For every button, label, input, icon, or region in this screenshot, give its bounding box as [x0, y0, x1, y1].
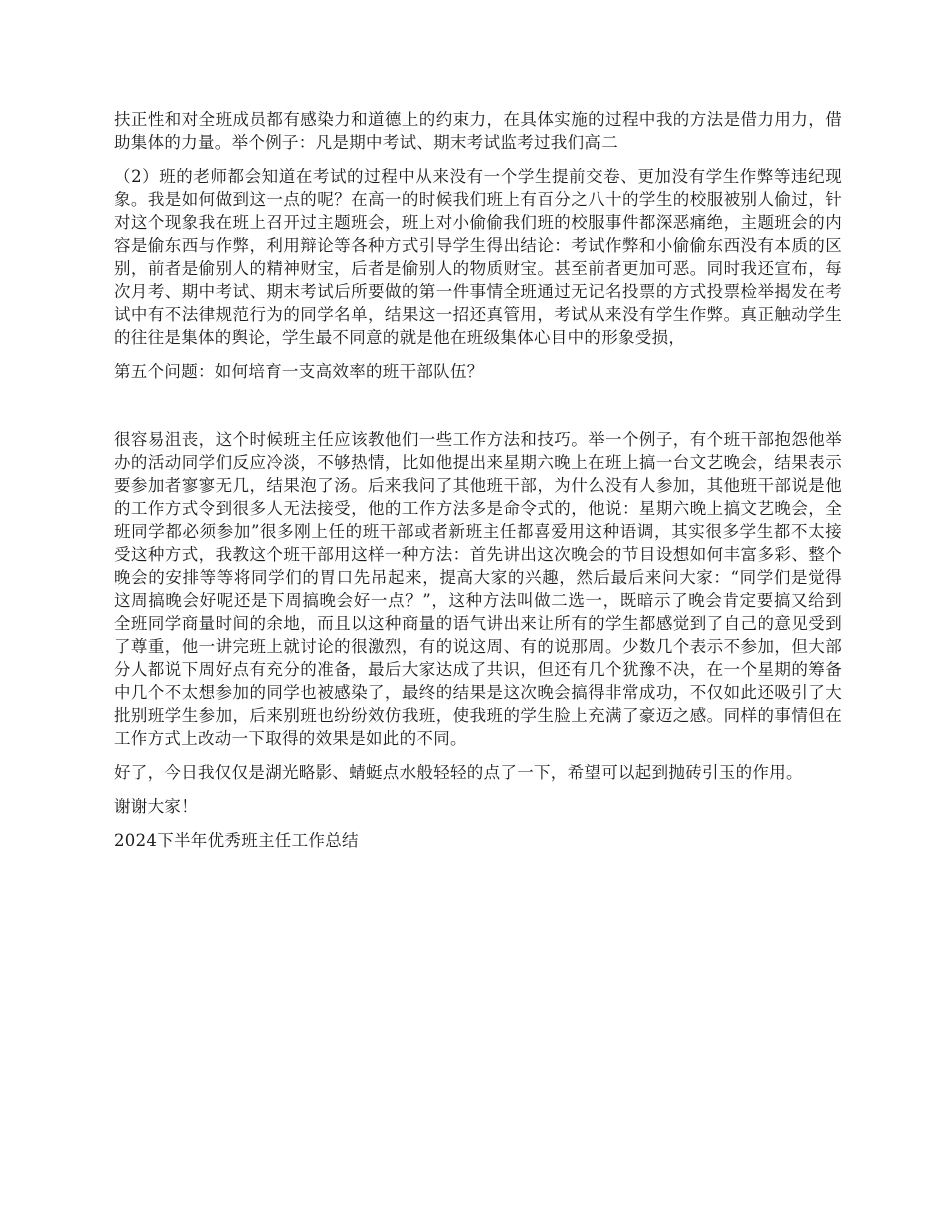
paragraph-2: （2）班的老师都会知道在考试的过程中从来没有一个学生提前交卷、更加没有学生作弊等违纪现象。我是如何做到这一点的呢？在高一的时候我们班上有百分之八十的学生的校服被别人偷过，针对这个现象我在班上召开过主题班会，班上对小偷偷我们班的校服事件都深恶痛绝，主题班会的内容是偷东西与作弊，利用辩论等各种方式引导学生得出结论：考试作弊和小偷偷东西没有本质的区别，前者是偷别人的精神财宝，后者是偷别人的物质财宝。甚至前者更加可恶。同时我还宣布，每次月考、期中考试、期末考试后所要做的第一件事情全班通过无记名投票的方式投票检举揭发在考试中有不法律规范行为的同学名单，结果这一招还真管用，考试从来没有学生作弊。真正触动学生的往往是集体的舆论，学生最不同意的就是他在班级集体心目中的形象受损，	[114, 167, 842, 347]
document-title-footer: 2024下半年优秀班主任工作总结	[114, 831, 359, 850]
section-heading-question-5: 第五个问题：如何培育一支高效率的班干部队伍？	[114, 362, 484, 381]
paragraph-thanks: 谢谢大家！	[114, 797, 198, 816]
paragraph-closing: 好了，今日我仅仅是湖光略影、蜻蜓点水般轻轻的点了一下，希望可以起到抛砖引玉的作用。	[114, 763, 803, 782]
paragraph-3: 很容易沮丧，这个时候班主任应该教他们一些工作方法和技巧。举一个例子，有个班干部抱怨他举办的活动同学们反应冷淡，不够热情，比如他提出来星期六晚上在班上搞一台文艺晚会，结果表示要参加者寥寥无几，结果泡了汤。后来我问了其他班干部，为什么没有人参加，其他班干部说是他的工作方式令到很多人无法接受，他的工作方法多是命令式的，他说：星期六晚上搞文艺晚会，全班同学都必须参加”很多刚上任的班干部或者新班主任都喜爱用这种语调，其实很多学生都不太接受这种方式，我教这个班干部用这样一种方法：首先讲出这次晚会的节目设想如何丰富多彩、整个晚会的安排等等将同学们的胃口先吊起来，提高大家的兴趣，然后最后来问大家：“同学们是觉得这周搞晚会好呢还是下周搞晚会好一点？”，这种方法叫做二选一，既暗示了晚会肯定要搞又给到全班同学商量时间的余地，而且以这种商量的语气讲出来让所有的学生都感觉到了自己的意见受到了尊重，他一讲完班上就讨论的很激烈，有的说这周、有的说那周。少数几个表示不参加，但大部分人都说下周好点有充分的准备，最后大家达成了共识，但还有几个犹豫不决，在一个星期的筹备中几个不太想参加的同学也被感染了，最终的结果是这次晚会搞得非常成功，不仅如此还吸引了大批别班学生参加，后来别班也纷纷效仿我班，使我班的学生脸上充满了豪迈之感。同样的事情但在工作方式上改动一下取得的效果是如此的不同。	[114, 430, 842, 748]
paragraph-1: 扶正性和对全班成员都有感染力和道德上的约束力，在具体实施的过程中我的方法是借力用力，借助集体的力量。举个例子：凡是期中考试、期末考试监考过我们高二	[114, 110, 842, 152]
document-body	[114, 108, 842, 863]
